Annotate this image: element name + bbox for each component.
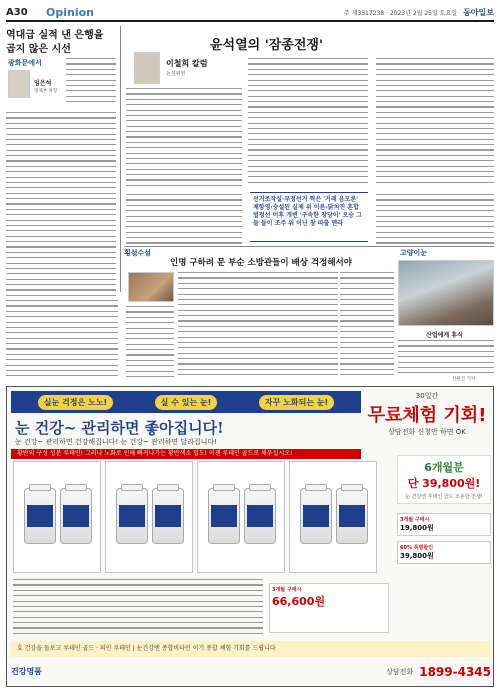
promo-6-months [397,455,491,504]
essay-text-a [178,272,338,382]
photo-credit: 신원건 기자 [452,377,476,382]
center-text-d [126,194,242,244]
ad-pill-row [11,391,361,413]
ad-pill-3: 자꾸 노화되는 눈! [259,395,334,410]
essay-text-c [126,306,174,382]
product-card-1 [13,461,101,573]
phone-label: 상담전화 [386,667,414,676]
center-text-a [126,88,242,188]
cat-eye-photo [398,260,494,326]
cat-eye-title: 고양이눈 [400,249,428,257]
promo-6-a: 6개월분 [424,461,464,474]
left-headline-1: 역대급 실적 낸 은행을 [6,30,104,41]
promo-6-c: 눈 건강엔 루테인 골드 조용한 전쟁! [405,494,483,500]
columnist-title: 논설위원 [166,71,186,77]
bottle-icon [60,488,92,544]
essay-text-b [340,272,394,382]
ad-fine-print [13,579,263,637]
price-box-2 [397,541,491,564]
bottle-icon [24,488,56,544]
price-box-3 [269,583,389,633]
left-headline-2: 곱지 않은 시선 [6,44,71,55]
price-2: 39,800원 [400,552,434,560]
essay-photo [128,272,174,302]
ad-pill-2: 실 수 있는 눈! [155,395,218,410]
bottle-icon [208,488,240,544]
center-headline: 윤석열의 '잠종전쟁' [210,38,323,53]
left-column-text [6,112,116,298]
essay-section-title: 횡설수설 [124,249,152,257]
promo-30-top: 30일간 [415,392,439,400]
ad-subtitle: 눈 건강~ 관리하면 건강해집니다! 눈 건강~ 관리하면 달라집니다! [15,438,217,446]
center-text-b [248,58,368,188]
product-card-2 [105,461,193,573]
left-column-text-bottom [6,300,118,382]
promo-30-days [363,391,491,445]
bottle-icon [336,488,368,544]
author-photo [8,70,30,98]
essay-headline: 인명 구하려 문 부순 소방관들이 배상 걱정해서야 [170,258,352,268]
section-label: Opinion [46,5,94,19]
promo-6-b: 단 39,800원! [407,477,481,490]
columnist-photo [134,52,160,84]
center-text-e [376,194,494,244]
columnist-name: 이철희 칼럼 [166,59,208,68]
bottle-icon [300,488,332,544]
ad-pill-1: 실눈 걱정은 노노! [38,395,113,410]
advertisement [6,386,494,687]
bottle-icon [244,488,276,544]
product-card-4 [289,461,377,573]
bottle-icon [116,488,148,544]
promo-30-note: 상담전화 신청만 하면 OK [388,428,466,436]
column-divider [120,26,121,292]
left-column-text-top [66,58,116,106]
issue-info: 주 제3317238 · 2023년 2월 25일 토요일 [343,9,458,17]
ad-yellow-strip: 효 건강을 돌보고 루테인 골드 · 의인 루테인 | 눈건강엔 종합비타민 이기 종합 체험 기회를 드립니다 [11,641,491,657]
ad-title: 눈 건강~ 관리하면 좋아집니다! [15,419,224,437]
price-1: 19,800원 [400,524,434,532]
section-rule [124,246,494,247]
phone-number[interactable]: 1899-4345 [419,664,491,679]
price-3-label: 3개월 구매시 [272,587,302,593]
page-number: A30 [6,6,28,18]
product-card-3 [197,461,285,573]
masthead [6,4,494,22]
column-name: 광화문에서 [8,59,42,67]
price-box-1 [397,513,491,536]
paper-name: 동아일보 [463,7,494,17]
price-1-label: 3개월 구매시 [400,517,430,523]
price-3: 66,600원 [272,595,326,608]
bottle-icon [152,488,184,544]
center-text-c [376,58,494,188]
ad-footer [11,659,491,684]
ad-band: 황반의 구성 성분 루테인! 그러나 노화로 인해 빠져나가는 황반색소 밀도! 이젠 루테인 골드로 채우십시오! [11,449,361,459]
brand-name: 건강명품 [11,667,42,676]
cat-eye-text [398,340,494,374]
price-2-label: 60% 특별할인 [400,545,434,551]
pull-quote: 선거조작설·부정선거 찍은 '거래 음모론' 제항영·숭설된 실제 위 이론-닭치진 혼합 법정선 이후 개변 '구속한 창당이' 오승 그들 들이 조주 위 이닌 창 따출 맨라 [250,192,368,242]
author-name: 임은석 [34,80,52,87]
photo-caption: 산업에게 휴식 [426,332,463,339]
author-title: 경제부 차장 [34,89,58,94]
promo-30-main: 무료체험 기회! [367,405,487,426]
